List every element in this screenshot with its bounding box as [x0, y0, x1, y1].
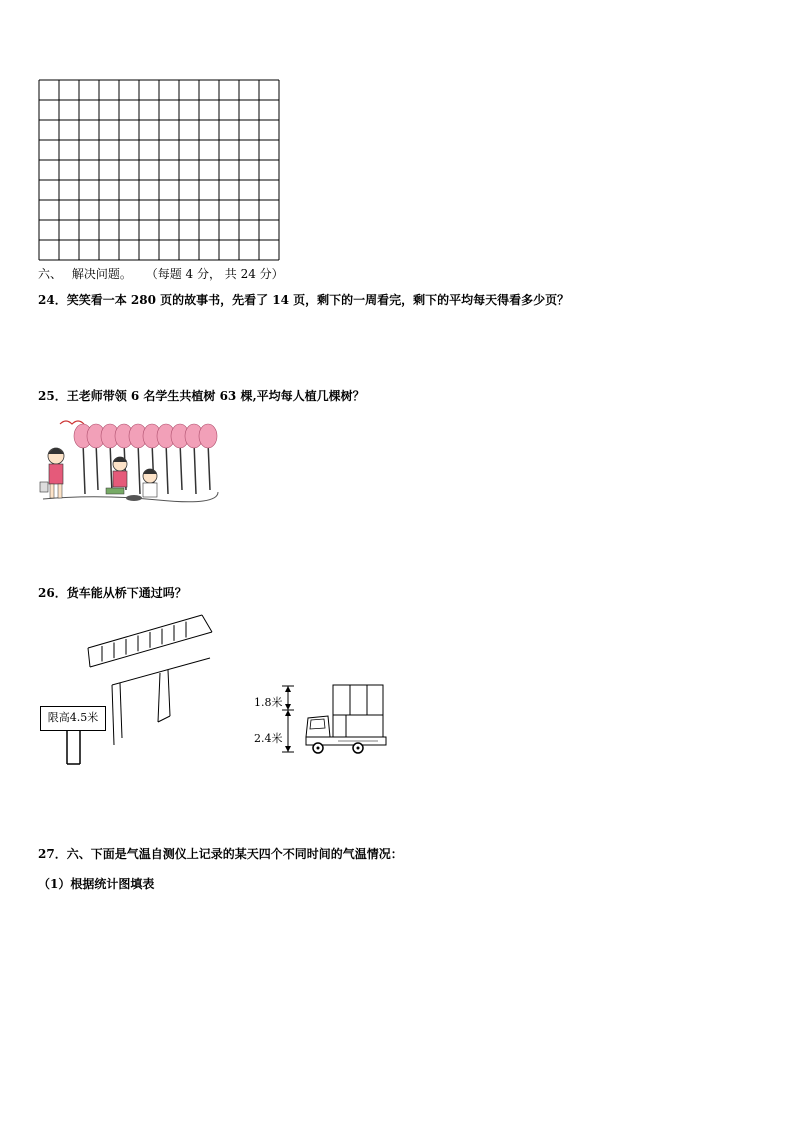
- tree-trunk: [138, 442, 140, 494]
- tree-trunk: [96, 442, 98, 490]
- tree-blossom: [199, 424, 217, 448]
- section-heading: [38, 265, 284, 282]
- question-25: 25．王老师带领 6 名学生共植树 63 棵,平均每人植几棵树？: [38, 389, 365, 403]
- section-score: （每题 4 分， 共 24 分）: [145, 267, 284, 281]
- tree-trunk: [180, 442, 182, 490]
- tree-trunk: [83, 442, 85, 494]
- blank-grid: [38, 79, 280, 261]
- question-26: 26．货车能从桥下通过吗？: [38, 586, 187, 600]
- truck-illustration: [278, 680, 393, 760]
- tree-trunk: [166, 442, 168, 494]
- tree-trunk: [110, 442, 112, 494]
- tree-trunk: [208, 442, 210, 490]
- height-limit-sign: 限高4.5米: [40, 706, 106, 731]
- section-number: 六、: [38, 267, 63, 281]
- question-24: 24．笑笑看一本 280 页的故事书，先看了 14 页，剩下的一周看完，剩下的平均每天得看多少页？: [38, 293, 570, 307]
- truck-height-label: 2.4米: [254, 732, 283, 745]
- bridge-illustration: [40, 610, 220, 770]
- section-title: 解决问题。: [71, 267, 132, 281]
- question-27-part-1: （1）根据统计图填表: [38, 877, 155, 891]
- question-27: 27．六、下面是气温自测仪上记录的某天四个不同时间的气温情况：: [38, 847, 403, 861]
- tree-trunk: [194, 442, 196, 494]
- cargo-height-label: 1.8米: [254, 696, 283, 709]
- tree-planting-illustration: [38, 414, 223, 509]
